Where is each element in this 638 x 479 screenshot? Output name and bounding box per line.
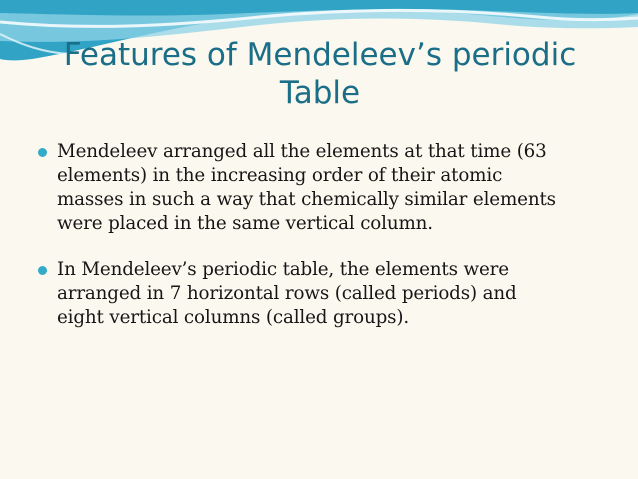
bullet-item [38,140,603,236]
slide-bullet-list [38,140,603,330]
bullet-line: elements) in the increasing order of their atomic [57,165,503,186]
bullet-icon [38,266,47,275]
bullet-line: Mendeleev arranged all the elements at that time (63 [57,141,547,162]
bullet-line: masses in such a way that chemically similar elements [57,189,556,210]
bullet-line: arranged in 7 horizontal rows (called periods) and [57,283,517,304]
bullet-line: In Mendeleev’s periodic table, the elements were [57,259,509,280]
bullet-line: were placed in the same vertical column. [57,213,433,234]
slide-title [40,36,600,112]
bullet-line: eight vertical columns (called groups). [57,307,410,328]
slide-title-line-1: Features of Mendeleev’s periodic [63,37,577,73]
bullet-icon [38,148,47,157]
bullet-item [38,258,603,330]
slide-title-line-2: Table [279,75,361,111]
